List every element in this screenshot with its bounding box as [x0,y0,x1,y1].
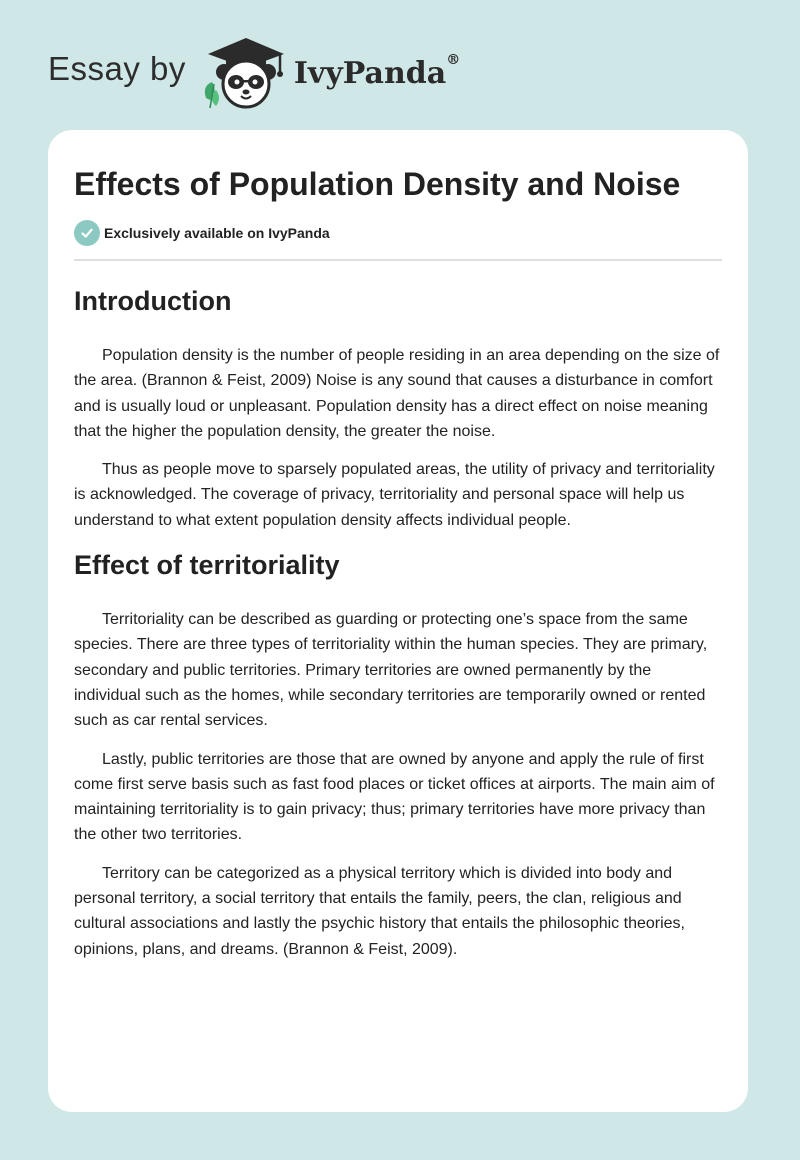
registered-mark: ® [446,51,461,68]
paragraph: Territoriality can be described as guarding or protecting one’s space from the same species. There are three types of territoriality within the human species. They are primary, secondary and public territories. Primary territories are owned permanently by the individual such as the homes, while secondary territories are temporarily owned or rented such as car rental services. [74,611,708,730]
section-heading-territoriality: Effect of territoriality [74,550,340,581]
paragraph: Lastly, public territories are those that are owned by anyone and apply the rule of first come first serve basis such as fast food places or ticket offices at airports. The main aim of maintaining territoriality is to gain privacy; thus; primary territories have more privacy than the other two territories. [74,750,715,844]
essay-title: Effects of Population Density and Noise [74,166,681,202]
exclusive-badge-text: Exclusively available on IvyPanda [104,225,330,241]
paragraph: Thus as people move to sparsely populated areas, the utility of privacy and territoriality is acknowledged. The coverage of privacy, territoriality and personal space will help us understand to what extent population density affects individual people. [74,461,715,529]
paragraph: Population density is the number of people residing in an area depending on the size of the area. (Brannon & Feist, 2009) Noise is any sound that causes a disturbance in comfort and is usually loud or unpleasant. Population density has a direct effect on noise meaning that the higher the population density, the greater the noise. [74,347,720,440]
essay-card [48,130,748,1112]
section-heading-introduction: Introduction [74,286,232,316]
panda-graduate-icon [200,34,292,110]
brand-name: IvyPanda® [293,51,461,91]
paragraph: Territory can be categorized as a physical territory which is divided into body and personal territory, a social territory that entails the family, peers, the clan, religious and cultural associations and lastly the psychic history that entails the philosophic theories, opinions, plans, and dreams. (Brannon & Feist, 2009). [74,864,685,958]
exclusive-badge [74,220,722,246]
site-brand[interactable] [48,34,460,110]
brand-prefix: Essay by [48,50,186,87]
title-divider [74,259,722,261]
check-circle-icon [74,220,100,246]
